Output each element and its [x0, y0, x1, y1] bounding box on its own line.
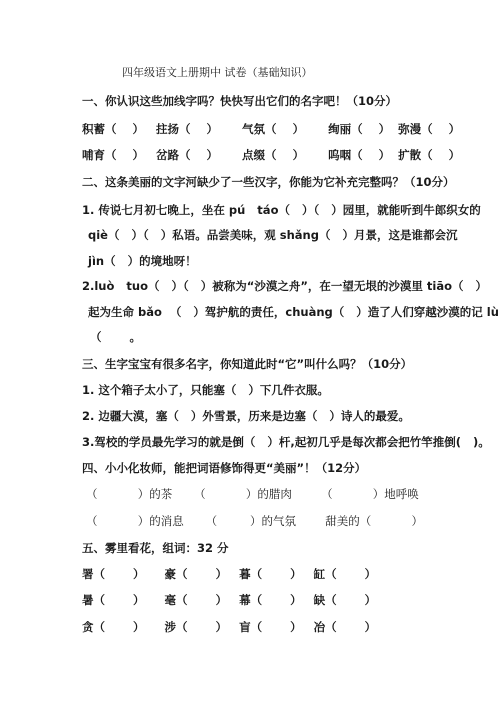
section2-q2-line2: 起为生命 bǎo （ ）驾护航的责任，chuàng（ ）造了人们穿越沙漠的记 lù [88, 305, 499, 319]
section2-heading: 二、这条美丽的文字河缺少了一些汉字，你能为它补充完整吗？（10分） [82, 175, 455, 189]
section4-row1: （ ）的茶 （ ）的腊肉 （ ）地呼唤 [86, 487, 419, 501]
section2-q1-line1: 1. 传说七月初七晚上，坐在 pú táo（ ）（ ）园里，就能听到牛郎织女的 [82, 203, 481, 217]
section1-row2: 哺育（ ） 岔路（ ） 点缀（ ） 呜咽（ ） 扩散（ ） [82, 148, 461, 162]
section2-q1-line2: qiè（ ）（ ）私语。品尝美味，观 shǎng（ ）月景，这是谁都会沉 [88, 228, 458, 242]
section5-row1: 署（ ） 豪（ ） 暮（ ） 缸（ ） [82, 567, 377, 581]
section5-heading: 五、雾里看花，组词：32 分 [82, 541, 229, 555]
section4-heading: 四、小小化妆师，能把词语修饰得更“美丽”！（12分） [82, 461, 367, 475]
exam-title: 四年级语文上册期中 试卷（基础知识） [122, 66, 313, 79]
section3-q2: 2. 边疆大漠，塞（ ）外雪景，历来是边塞（ ）诗人的最爱。 [82, 409, 410, 423]
section4-row2: （ ）的消息 （ ）的气氛 甜美的（ ） [86, 514, 423, 528]
section3-q1: 1. 这个箱子太小了，只能塞（ ）下几件衣服。 [82, 383, 329, 397]
section2-q1-line3: jìn（ ）的境地呀！ [88, 254, 197, 268]
section3-heading: 三、生字宝宝有很多名字，你知道此时“它”叫什么吗？（10分） [82, 357, 413, 371]
section5-row2: 暑（ ） 毫（ ） 幕（ ） 缺（ ） [82, 593, 377, 607]
section3-q3: 3.驾校的学员最先学习的就是倒（ ）杆,起初几乎是每次都会把竹竿推倒( )。 [82, 435, 490, 449]
section5-row3: 贪（ ） 涉（ ） 盲（ ） 冶（ ） [82, 620, 377, 634]
section1-heading: 一、你认识这些加线字吗？快快写出它们的名字吧！（10分） [82, 94, 398, 108]
section2-q2-line1: 2.luò tuo（ ）（ ）被称为“沙漠之舟”，在一望无垠的沙漠里 tiāo（ ） [82, 279, 487, 293]
section2-q2-line3: （ 。 [90, 330, 142, 344]
section1-row1: 积蓄（ ） 拄扬（ ） 气氛（ ） 绚丽（ ） 弥漫（ ） [82, 122, 461, 136]
